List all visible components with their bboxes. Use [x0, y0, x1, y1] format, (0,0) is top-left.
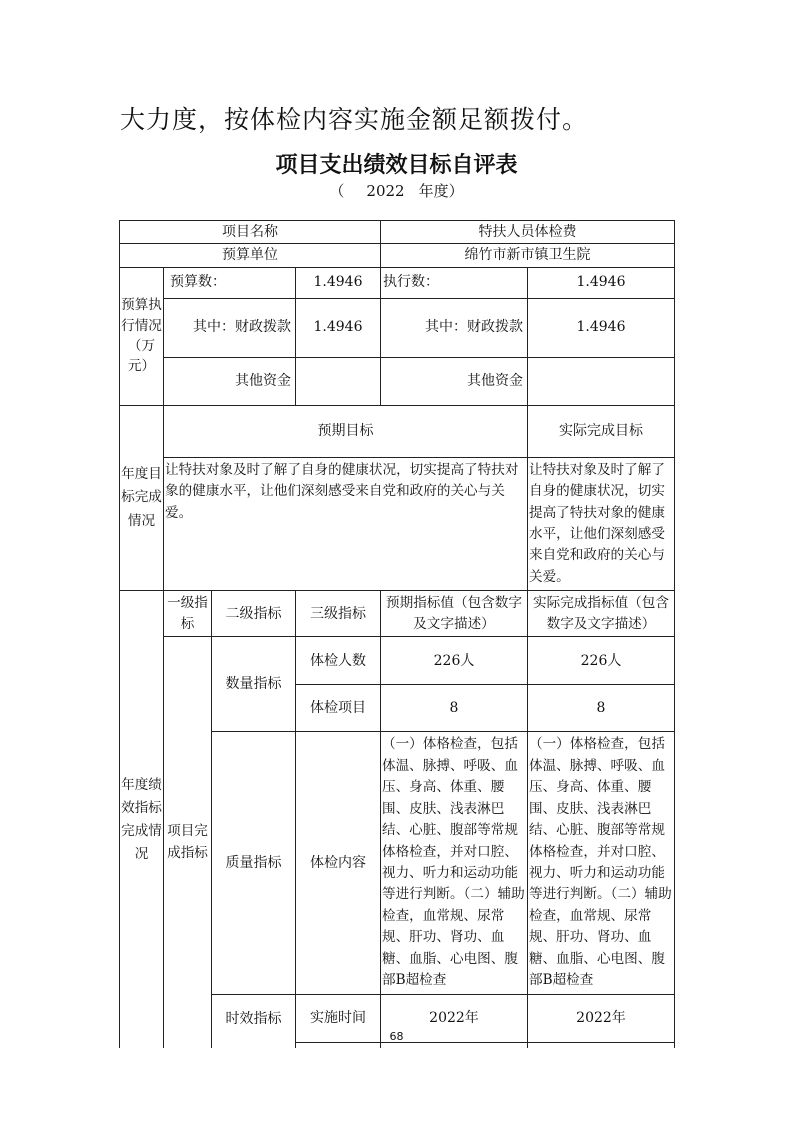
year-line [0, 180, 793, 201]
impl-time-expected: 2022年 [381, 994, 528, 1042]
impl-time-actual: 2022年 [528, 994, 675, 1042]
quality-label: 质量指标 [212, 732, 296, 995]
impl-time-label: 实施时间 [296, 994, 381, 1042]
page-title: 项目支出绩效目标自评表 [275, 153, 518, 178]
timeliness-label: 时效指标 [212, 994, 296, 1048]
col-level2: 二级指标 [212, 591, 296, 637]
row-project-name [120, 221, 675, 244]
page-number: 68 [389, 1030, 404, 1043]
row-goal-headers [120, 405, 675, 457]
annual-goal-label: 年度目标完成情况 [120, 405, 164, 591]
exam-content-actual: （一）体格检查，包括体温、脉搏、呼吸、血压、身高、体重、腰围、皮肤、浅表淋巴结、心脏、腹部等常规体格检查，并对口腔、视力、听力和运动功能等进行判断。（二）辅助检查，血常规、尿常规、肝功、肾功、血糖、血脂、心电图、腹部B超检查 [528, 732, 675, 995]
quantity-label: 数量指标 [212, 637, 296, 732]
exam-count-label: 体检人数 [296, 637, 381, 685]
other-funds-value-1 [296, 357, 381, 405]
year-close: 年度） [418, 182, 464, 200]
row-exam-count [120, 637, 675, 685]
year-value: 2022 [366, 182, 405, 200]
exec-amount-label: 执行数： [381, 267, 528, 298]
fiscal-label-2: 其中：财政拨款 [381, 298, 528, 357]
row-other-funds [120, 357, 675, 405]
project-name-label: 项目名称 [120, 221, 381, 244]
budget-amount-value: 1.4946 [296, 267, 381, 298]
perf-section-label: 年度绩效指标完成情况 [120, 591, 164, 1048]
level1-output: 项目完成指标 [164, 637, 212, 1049]
other-funds-label-1: 其他资金 [164, 357, 296, 405]
exec-amount-value: 1.4946 [528, 267, 675, 298]
row-indicator-headers [120, 591, 675, 637]
lead-paragraph: 大力度，按体检内容实施金额足额拨付。 [120, 105, 589, 134]
budget-unit-label: 预算单位 [120, 244, 381, 267]
fiscal-label-1: 其中：财政拨款 [164, 298, 296, 357]
exam-items-label: 体检项目 [296, 685, 381, 732]
col-expected: 预期指标值（包含数字及文字描述） [381, 591, 528, 637]
exam-content-expected: （一）体格检查，包括体温、脉搏、呼吸、血压、身高、体重、腰围、皮肤、浅表淋巴结、心脏、腹部等常规体格检查，并对口腔、视力、听力和运动功能等进行判断。（二）辅助检查，血常规、尿常规、肝功、肾功、血糖、血脂、心电图、腹部B超检查 [381, 732, 528, 995]
col-level3: 三级指标 [296, 591, 381, 637]
exec-section-label: 预算执行情况（万元） [120, 267, 164, 405]
exam-items-actual: 8 [528, 685, 675, 732]
fiscal-value-2: 1.4946 [528, 298, 675, 357]
exam-items-expected: 8 [381, 685, 528, 732]
row-goal-text [120, 457, 675, 591]
continuation-cell [381, 1042, 528, 1048]
budget-unit-value: 绵竹市新市镇卫生院 [381, 244, 675, 267]
exam-content-label: 体检内容 [296, 732, 381, 995]
row-budget-unit [120, 244, 675, 267]
col-actual: 实际完成指标值（包含数字及文字描述） [528, 591, 675, 637]
exam-count-expected: 226人 [381, 637, 528, 685]
year-open: （ [329, 182, 345, 200]
actual-goal-header: 实际完成目标 [528, 405, 675, 457]
col-level1: 一级指标 [164, 591, 212, 637]
row-fiscal-allocation [120, 298, 675, 357]
actual-goal-text: 让特扶对象及时了解了自身的健康状况，切实提高了特扶对象的健康水平，让他们深刻感受来自党和政府的关心与关爱。 [528, 457, 675, 591]
budget-amount-label: 预算数： [164, 267, 296, 298]
project-name-value: 特扶人员体检费 [381, 221, 675, 244]
self-evaluation-table [119, 220, 674, 1048]
exam-count-actual: 226人 [528, 637, 675, 685]
fiscal-value-1: 1.4946 [296, 298, 381, 357]
continuation-cell [296, 1042, 381, 1048]
expected-goal-text: 让特扶对象及时了解了自身的健康状况，切实提高了特扶对象的健康水平，让他们深刻感受来自党和政府的关心与关爱。 [164, 457, 528, 591]
other-funds-value-2 [528, 357, 675, 405]
row-budget-amount [120, 267, 675, 298]
other-funds-label-2: 其他资金 [381, 357, 528, 405]
expected-goal-header: 预期目标 [164, 405, 528, 457]
continuation-cell [528, 1042, 675, 1048]
